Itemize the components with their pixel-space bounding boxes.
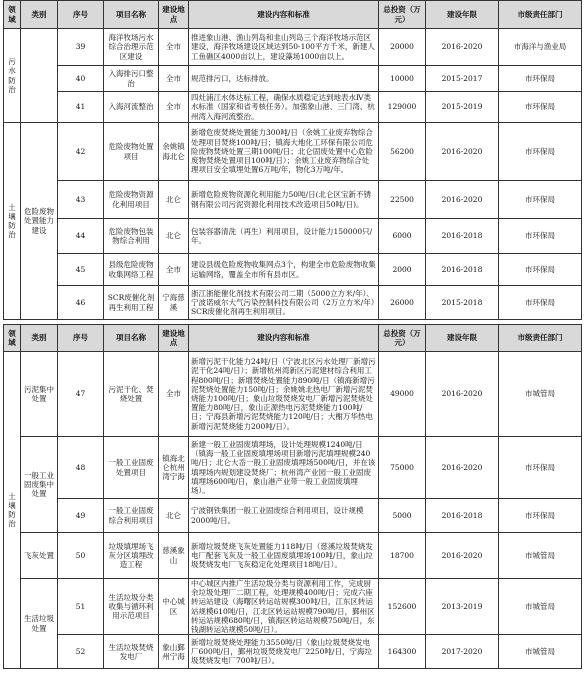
cell-location: 慈溪象山 (159, 533, 189, 579)
field-cell: 土壤防治 (4, 352, 21, 669)
cell-location: 余姚镇海北仑 (159, 123, 189, 181)
cell-dept: 市环保局 (499, 219, 582, 254)
cell-years: 2016-2020 (426, 437, 499, 499)
table-row (4, 352, 582, 437)
table-header-row (4, 1, 582, 29)
cell-location: 中心城区 (159, 579, 189, 635)
cell-dept: 市环保局 (499, 437, 582, 499)
cell-location: 全市 (159, 352, 189, 437)
cell-years: 2015-2017 (426, 66, 499, 92)
header-name: 项目名称 (104, 1, 159, 29)
cell-name: 入海排污口整治 (104, 66, 159, 92)
cell-content: 新增危险废物资源化利用能力50吨/日(北仑区宝新不锈钢有限公司污泥资源化利用技术改造项目50吨/日)。 (189, 181, 379, 219)
cell-location: 全市 (159, 29, 189, 66)
field-cell: 污水防治 (4, 29, 21, 123)
cell-content: 规范排污口，达标排放。 (189, 66, 379, 92)
table-row (4, 499, 582, 533)
table-row (4, 29, 582, 66)
category-cell: 飞灰处置 (21, 533, 58, 579)
cell-name: 生活垃圾焚烧发电厂 (104, 635, 159, 669)
cell-years: 2016-2020 (426, 29, 499, 66)
cell-investment: 164300 (379, 635, 426, 669)
table-header-row (4, 325, 582, 352)
cell-content: 新增垃圾焚烧飞灰处置能力118吨/日（慈溪垃圾焚烧发电厂配套飞灰及一般工业固废填埋场100吨/日，象山垃圾焚烧发电厂飞灰稳定化处理项目18吨/日）。 (189, 533, 379, 579)
category-cell: 危险废物处置能力建设 (21, 123, 58, 320)
cell-no: 43 (58, 181, 104, 219)
cell-investment: 20000 (379, 29, 426, 66)
table-row (4, 635, 582, 669)
cell-content: 宁波钢铁集团一般工业固废综合利用项目，设计规模2000吨/日。 (189, 499, 379, 533)
category-cell (21, 29, 58, 123)
table-row (4, 92, 582, 123)
cell-name: 污泥干化、焚烧处置 (104, 352, 159, 437)
cell-location: 北仑 (159, 181, 189, 219)
cell-no: 51 (58, 579, 104, 635)
field-cell: 土壤防治 (4, 123, 21, 320)
cell-investment: 75000 (379, 437, 426, 499)
cell-no: 39 (58, 29, 104, 66)
cell-investment: 129000 (379, 92, 426, 123)
header-location: 建设地点 (159, 325, 189, 352)
cell-name: 县级危险废物收集网络工程 (104, 254, 159, 286)
cell-investment: 49000 (379, 352, 426, 437)
cell-name: 生活垃圾分类收集与循环利用示范项目 (104, 579, 159, 635)
cell-no: 44 (58, 219, 104, 254)
table-row (4, 219, 582, 254)
header-investment: 总投资（万元） (379, 1, 426, 29)
table-row (4, 66, 582, 92)
cell-location: 全市 (159, 92, 189, 123)
cell-content: 推进象山港、渔山列岛和韭山列岛三个海洋牧场示范区建设，海洋牧场建设区域达到50-100平方千米，新建人工鱼礁区4000亩以上，建设藻场1000亩以上。 (189, 29, 379, 66)
table-row (4, 286, 582, 320)
cell-dept: 市海洋与渔业局 (499, 29, 582, 66)
cell-dept: 市环保局 (499, 123, 582, 181)
cell-years: 2016-2020 (426, 181, 499, 219)
header-field: 领域 (4, 1, 21, 29)
cell-dept: 市环保局 (499, 92, 582, 123)
cell-name: 一般工业固废综合利用项目 (104, 499, 159, 533)
cell-dept: 市环保局 (499, 181, 582, 219)
cell-investment: 18700 (379, 533, 426, 579)
cell-dept: 市环保局 (499, 499, 582, 533)
cell-content: 中心城区内推广生活垃圾分类与资源利用工作，完成厨余垃圾处理厂二期工程，处理规模400吨/日；完成六座转运站建设（海曙区转运站规模300吨/日，江东区转运站规模610吨/日，江北区转运站规模790吨/日，鄞州区转运站规模680吨/日，镇海区转运站规模750吨/日，东钱湖转运站规模50吨/日）。 (189, 579, 379, 635)
cell-name: 危险废物包装物综合利用 (104, 219, 159, 254)
table-row (4, 533, 582, 579)
cell-no: 40 (58, 66, 104, 92)
cell-no: 49 (58, 499, 104, 533)
cell-name: 危险废物资源化利用项目 (104, 181, 159, 219)
cell-content: 四灶浦江水体达标工程，确保水质稳定达到地表水Ⅳ类水标准（国家和省考核任务）。加强象山港、三门湾、杭州湾入海河流整治。 (189, 92, 379, 123)
cell-years: 2015-2018 (426, 286, 499, 320)
header-years: 建设年限 (426, 325, 499, 352)
table-row (4, 254, 582, 286)
cell-investment: 152600 (379, 579, 426, 635)
table-row (4, 181, 582, 219)
header-location: 建设地点 (159, 1, 189, 29)
cell-no: 45 (58, 254, 104, 286)
cell-dept: 市环保局 (499, 254, 582, 286)
header-no: 序号 (58, 1, 104, 29)
cell-dept: 市环保局 (499, 286, 582, 320)
cell-investment: 2000 (379, 254, 426, 286)
cell-investment: 22500 (379, 181, 426, 219)
header-category: 类别 (21, 325, 58, 352)
cell-location: 象山鄞州宁海 (159, 635, 189, 669)
category-cell: 生活垃圾处置 (21, 579, 58, 669)
cell-content: 包装容器清洗（再生）利用项目，设计能力150000只/年。 (189, 219, 379, 254)
cell-years: 2016-2020 (426, 533, 499, 579)
cell-name: 海洋牧场污水综合治理示范区建设 (104, 29, 159, 66)
header-category: 类别 (21, 1, 58, 29)
cell-location: 北仑 (159, 219, 189, 254)
cell-investment: 56200 (379, 123, 426, 181)
cell-name: 垃圾填埋场飞灰分区填埋改造工程 (104, 533, 159, 579)
cell-location: 镇海北仑杭州湾宁海 (159, 437, 189, 499)
header-content: 建设内容和标准 (189, 1, 379, 29)
header-name: 项目名称 (104, 325, 159, 352)
cell-years: 2016-2018 (426, 499, 499, 533)
category-cell: 一般工业固废集中处置 (21, 437, 58, 533)
cell-years: 2017-2020 (426, 635, 499, 669)
category-cell: 污泥集中处置 (21, 352, 58, 437)
cell-no: 41 (58, 92, 104, 123)
header-dept: 市级责任部门 (499, 1, 582, 29)
cell-content: 新增危废焚烧处置能力300吨/日（余姚工业废弃物综合处理项目焚烧100吨/日；镇海大地化工环保有限公司危险废物焚烧处置三期100吨/日；北仑固废处置中心危险废物焚烧处置项目100吨/日）；余姚工业废弃物综合处理项目安全填埋处置6万吨/年，物化3万吨/年。 (189, 123, 379, 181)
cell-investment: 26000 (379, 286, 426, 320)
cell-content: 建设县级危险废物收集网点3个，构建全市危险废物收集运输网络，覆盖全市所有县市区。 (189, 254, 379, 286)
cell-content: 浙江浙能催化剂技术有限公司二期（5000立方米/年）、宁波诺威尔大气污染控制科技有限公司（2万立方米/年）SCR废催化剂再生利用项目。 (189, 286, 379, 320)
cell-investment: 5000 (379, 499, 426, 533)
cell-location: 全市 (159, 66, 189, 92)
header-investment: 总投资（万元） (379, 325, 426, 352)
cell-years: 2016-2018 (426, 254, 499, 286)
cell-no: 52 (58, 635, 104, 669)
cell-name: 一般工业固废处置项目 (104, 437, 159, 499)
header-dept: 市级责任部门 (499, 325, 582, 352)
header-no: 序号 (58, 325, 104, 352)
cell-no: 50 (58, 533, 104, 579)
cell-location: 宁海慈溪 (159, 286, 189, 320)
cell-no: 47 (58, 352, 104, 437)
cell-name: 入海河流整治 (104, 92, 159, 123)
cell-investment: 6000 (379, 219, 426, 254)
cell-dept: 市城管局 (499, 533, 582, 579)
cell-dept: 市城管局 (499, 635, 582, 669)
cell-years: 2016-2018 (426, 219, 499, 254)
cell-no: 46 (58, 286, 104, 320)
cell-no: 42 (58, 123, 104, 181)
header-field: 领域 (4, 325, 21, 352)
project-table-1 (3, 0, 582, 320)
cell-investment: 10000 (379, 66, 426, 92)
table-row (4, 579, 582, 635)
cell-dept: 市环保局 (499, 66, 582, 92)
cell-location: 全市 (159, 254, 189, 286)
cell-dept: 市城管局 (499, 579, 582, 635)
cell-location: 北仑 (159, 499, 189, 533)
project-table-2 (3, 324, 582, 669)
cell-content: 新增污泥干化能力24吨/日（宁波北区污水处理厂新增污泥干化24吨/日）；新增杭州湾新区污泥建材综合利用工程800吨/日；新增焚烧处置能力890吨/日（镇海新增污泥焚烧处置能力150吨/日；余姚姚北热电厂新增污泥焚烧能力100吨/日；象山垃圾焚烧发电厂新增污泥焚烧处置能力80吨/日，象山正源热电污泥焚烧能力100吨/日；宁海县新增污泥焚烧能力120吨/日；大榭万华热电新增污泥焚烧能力200吨/日）。 (189, 352, 379, 437)
cell-years: 2016-2020 (426, 123, 499, 181)
table-row (4, 437, 582, 499)
cell-content: 新建一般工业固废填埋场，设计处理规模1240吨/日（镇海一般工业固废填埋场项目新增污泥填埋规模240吨/日；北仑大岙一般工业固废填埋场500吨/日，并在该填埋场内规划建设焚烧厂；杭州湾产业园一般工业固废填埋场600吨/日，象山港产业带一般工业固废填埋场）。 (189, 437, 379, 499)
table-row (4, 123, 582, 181)
cell-years: 2015-2019 (426, 92, 499, 123)
header-years: 建设年限 (426, 1, 499, 29)
cell-content: 新增垃圾焚烧处理能力3550吨/日（象山垃圾焚烧发电厂600吨/日，鄞州垃圾焚烧发电厂2250吨/日，宁海垃圾焚烧发电厂700吨/日）。 (189, 635, 379, 669)
cell-name: SCR废催化剂再生利用工程 (104, 286, 159, 320)
cell-years: 2013-2019 (426, 579, 499, 635)
cell-years: 2016-2020 (426, 352, 499, 437)
cell-no: 48 (58, 437, 104, 499)
cell-name: 危险废物处置项目 (104, 123, 159, 181)
header-content: 建设内容和标准 (189, 325, 379, 352)
cell-dept: 市城管局 (499, 352, 582, 437)
